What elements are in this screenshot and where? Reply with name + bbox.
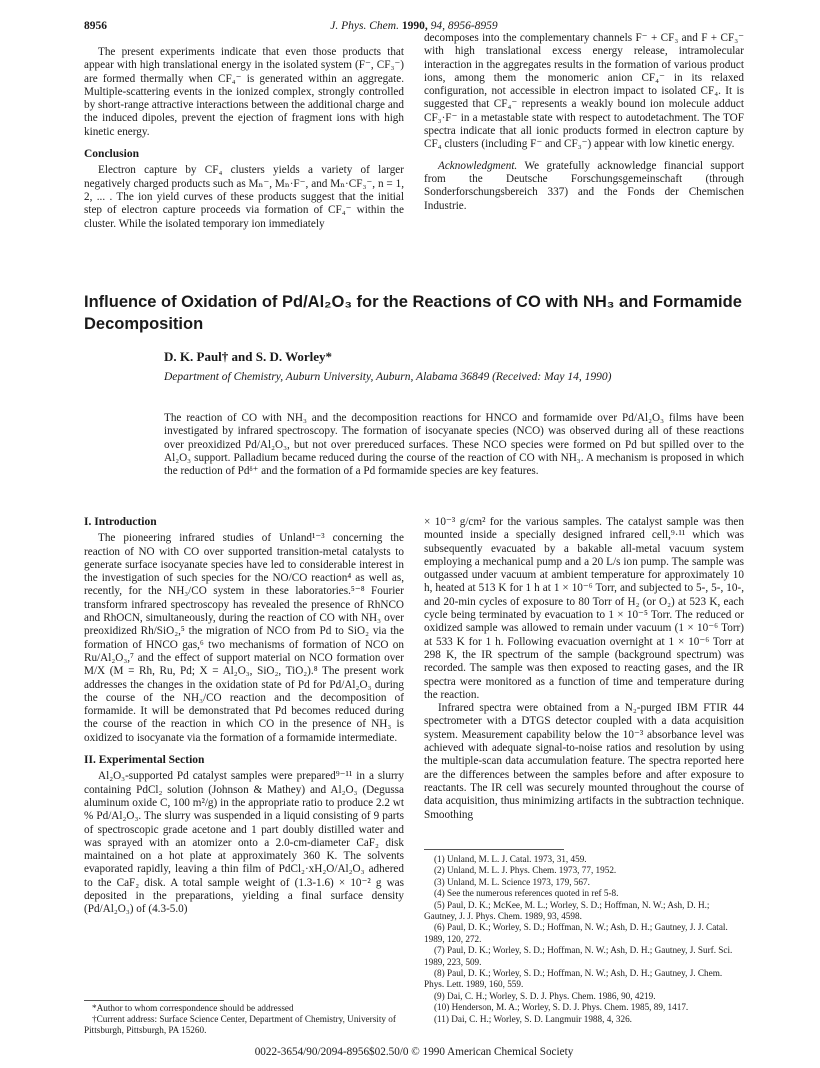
article-title: Influence of Oxidation of Pd/Al₂O₃ for the Reactions of CO with NH₃ and Formamide Decomposition: [84, 293, 742, 333]
footnote-item: *Author to whom correspondence should be addressed: [92, 1003, 294, 1013]
paragraph: The pioneering infrared studies of Unland¹⁻³ concerning the reaction of NO with CO over supported transition-metal catalysts to generate surface isocyanate species have led to considerable interest in the investigation of such species for the NO/CO reaction⁴ as well as, recently, for the NH₃/CO system in these laboratories.⁵⁻⁸ Fourier transform infrared spectroscopy has revealed the presence of RhNCO and RhOCN, simultaneously, during the reaction of CO with NH₃ over preoxidized Rh/SiO₂,⁵ the migration of NCO from Pd to SiO₂ via the formation of HNCO gas,⁶ two mechanisms of formation of NCO on Ru/Al₂O₃,⁷ and the effect of support material on NCO formation over M/X (M = Rh, Ru, Pd; X = Al₂O₃, SiO₂, TiO₂).⁸ The present work addresses the changes in the oxidation state of Pd for Pd/Al₂O₃ during the course of the NH₃/CO reaction and the decomposition of formamide. It will be demonstrated that Pd becomes reduced during the course of the reaction in which CO in the presence of NH₃ is oxidized to isocyanate via the formation of a formamide intermediate.: [84, 532, 404, 744]
paragraph: decomposes into the complementary channels F⁻ + CF₃ and F + CF₃⁻ with high translational excess energy release, intramolecular interaction in the aggregates results in the formation of various product ions, among them the monomeric anion CF₄⁻ in its relaxed configuration, not accessible in electron impact to isolated CF₄. It is suggested that CF₄⁻ represents a weakly bound ion molecule adduct CF₃·F⁻ in a metastable state with respect to autodetachment. The TOF spectra indicate that all ionic products formed in electron capture by CF₄ clusters (including F⁻ and CF₃⁻) appear with low kinetic energy.: [424, 32, 744, 151]
reference-item: (7) Paul, D. K.; Worley, S. D.; Hoffman, N. W.; Ash, D. H.; Gautney, J. Surf. Sci. 1989, 223, 509.: [424, 945, 733, 967]
running-head-journal: J. Phys. Chem. 1990, 94, 8956-8959: [330, 20, 498, 32]
section-heading: Conclusion: [84, 148, 139, 161]
footnote-item: †Current address: Surface Science Center, Department of Chemistry, University of Pittsburgh, Pittsburgh, PA 15260.: [84, 1014, 396, 1036]
body-left-column: [84, 516, 404, 917]
reference-item: (3) Unland, M. L. Science 1973, 179, 567.: [434, 876, 590, 887]
previous-article-left-column: [84, 46, 404, 231]
body-right-column: [424, 516, 744, 822]
references-divider: [424, 849, 564, 850]
reference-item: (1) Unland, M. L. J. Catal. 1973, 31, 459.: [434, 854, 587, 864]
references-list: [424, 854, 744, 1025]
paragraph: Infrared spectra were obtained from a N₂-purged IBM FTIR 44 spectrometer with a DTGS detector coupled with a data acquisition system. Measurement capability below the 10⁻³ absorbance level was achieved with adequate signal-to-noise ratios and resolution by using the multiple-scan data accumulation feature. The spectra reported here are the differences between the samples before and after exposure to reactants. The IR cell was securely mounted throughout the course of data acquisition, thus minimizing artifacts in the subtraction technique. Smoothing: [424, 702, 744, 821]
page-number: 8956: [84, 20, 107, 32]
paragraph: The present experiments indicate that even those products that appear with high translational energy in the isolated system (F⁻, CF₃⁻) are formed thermally when CF₄⁻ is generated within an aggregate. Multiple-scattering events in the ionized complex, strongly controlled by short-range attractive interactions between the additional charge and the induced dipoles, prevent the ejection of fragment ions with high kinetic energy.: [84, 46, 404, 138]
reference-item: (10) Henderson, M. A.; Worley, S. D. J. Phys. Chem. 1985, 89, 1417.: [434, 1002, 689, 1013]
acknowledgment: [424, 160, 744, 213]
article-authors: D. K. Paul† and S. D. Worley*: [164, 349, 333, 364]
reference-item: (9) Dai, C. H.; Worley, S. D. J. Phys. Chem. 1986, 90, 4219.: [434, 990, 656, 1001]
reference-item: (6) Paul, D. K.; Worley, S. D.; Hoffman, N. W.; Ash, D. H.; Gautney, J. J. Catal. 1989, 120, 272.: [424, 922, 728, 944]
previous-article-right-column: [424, 32, 744, 213]
article-affiliation: Department of Chemistry, Auburn University, Auburn, Alabama 36849 (Received: May 14, 1990): [164, 371, 612, 383]
reference-item: (4) See the numerous references quoted in ref 5-8.: [434, 888, 619, 899]
paragraph: Al₂O₃-supported Pd catalyst samples were prepared⁹⁻¹¹ in a slurry containing PdCl₂ solution (Johnson & Mathey) and Al₂O₃ (Degussa aluminum oxide C, 100 m²/g) in the appropriate ratio to produce 2.2 wt % Pd/Al₂O₃. The slurry was suspended in a liquid consisting of 9 parts of spectroscopic grade acetone and 1 part doubly distilled water and was sprayed with an atomizer onto a 2.0-cm-diameter CaF₂ disk maintained on a hot plate at approximately 360 K. The solvents evaporated rapidly, leaving a thin film of PdCl₂·xH₂O/Al₂O₃ adhered to the CaF₂ disk. A total sample weight of (1.3-1.6) × 10⁻² g was deposited in the preparations, yielding a final surface density (Pd/Al₂O₃) of (4.3-5.0): [84, 770, 404, 916]
acknowledgment-label: Acknowledgment.: [438, 159, 518, 172]
reference-item: (8) Paul, D. K.; Worley, S. D.; Hoffman, N. W.; Ash, D. H.; Gautney, J. Chem. Phys. Lett. 1989, 160, 559.: [424, 968, 723, 990]
paragraph: × 10⁻³ g/cm² for the various samples. The catalyst sample was then mounted inside a specially designed infrared cell,⁹·¹¹ which was subsequently evacuated by a bakable all-metal vacuum system employing a mechanical pump and a 20 L/s ion pump. The sample was outgassed under vacuum at ambient temperature for approximately 10 h, heated at 513 K for 1 h at 1 × 10⁻⁶ Torr, and subjected to 5-, 5-, 10-, and 20-min cycles of exposure to 80 Torr of H₂ (or O₂) at 523 K, each cycle being terminated by evacuation to 1 × 10⁻⁵ Torr. The reduced or oxidized sample was allowed to remain under vacuum (1 × 10⁻⁶ Torr) at 533 K for 1 h. Following evacuation overnight at 1 × 10⁻⁶ Torr at 298 K, the IR spectrum of the sample (background spectrum) was recorded. The sample was then exposed to reacting gases, and the IR spectra were monitored as a function of time and temperature during the reaction.: [424, 516, 744, 701]
paragraph: Electron capture by CF₄ clusters yields a variety of larger negatively charged products such as Mₙ⁻, Mₙ·F⁻, and Mₙ·CF₃⁻, n = 1, 2, ... . The ion yield curves of these products suggest that the initial step of electron capture proceeds via formation of CF₄⁻ within the cluster. While the isolated temporary ion immediately: [84, 164, 404, 230]
section-heading: I. Introduction: [84, 516, 157, 528]
footnote-divider: [84, 1000, 224, 1001]
acknowledgment-text: We gratefully acknowledge financial support from the Deutsche Forschungsgemeinschaft (through Sonderforschungsbereich 337) and the Fonds der Chemischen Industrie.: [424, 159, 744, 212]
reference-item: (5) Paul, D. K.; McKee, M. L.; Worley, S. D.; Hoffman, N. W.; Ash, D. H.; Gautney, J. J. Phys. Chem. 1989, 93, 4598.: [424, 899, 710, 922]
footnotes: [84, 1003, 404, 1037]
reference-item: (2) Unland, M. L. J. Phys. Chem. 1973, 77, 1952.: [434, 865, 617, 876]
abstract: The reaction of CO with NH₃ and the decomposition reactions for HNCO and formamide over Pd/Al₂O₃ films have been investigated by infrared spectroscopy. The formation of isocyanate species (NCO) was observed during all of these reactions over preoxidized Pd/Al₂O₃, but not over prereduced surfaces. These NCO species were formed on Pd but spilled over to the Al₂O₃ support. Palladium became reduced during the course of the reaction of CO with NH₃. A mechanism is proposed in which the reduction of Pdᵟ⁺ and the formation of a Pd formamide species are key features.: [164, 412, 744, 478]
copyright-line: 0022-3654/90/2094-8956$02.50/0 © 1990 American Chemical Society: [254, 1046, 574, 1058]
section-heading: II. Experimental Section: [84, 754, 205, 767]
reference-item: (11) Dai, C. H.; Worley, S. D. Langmuir 1988, 4, 326.: [434, 1013, 632, 1024]
